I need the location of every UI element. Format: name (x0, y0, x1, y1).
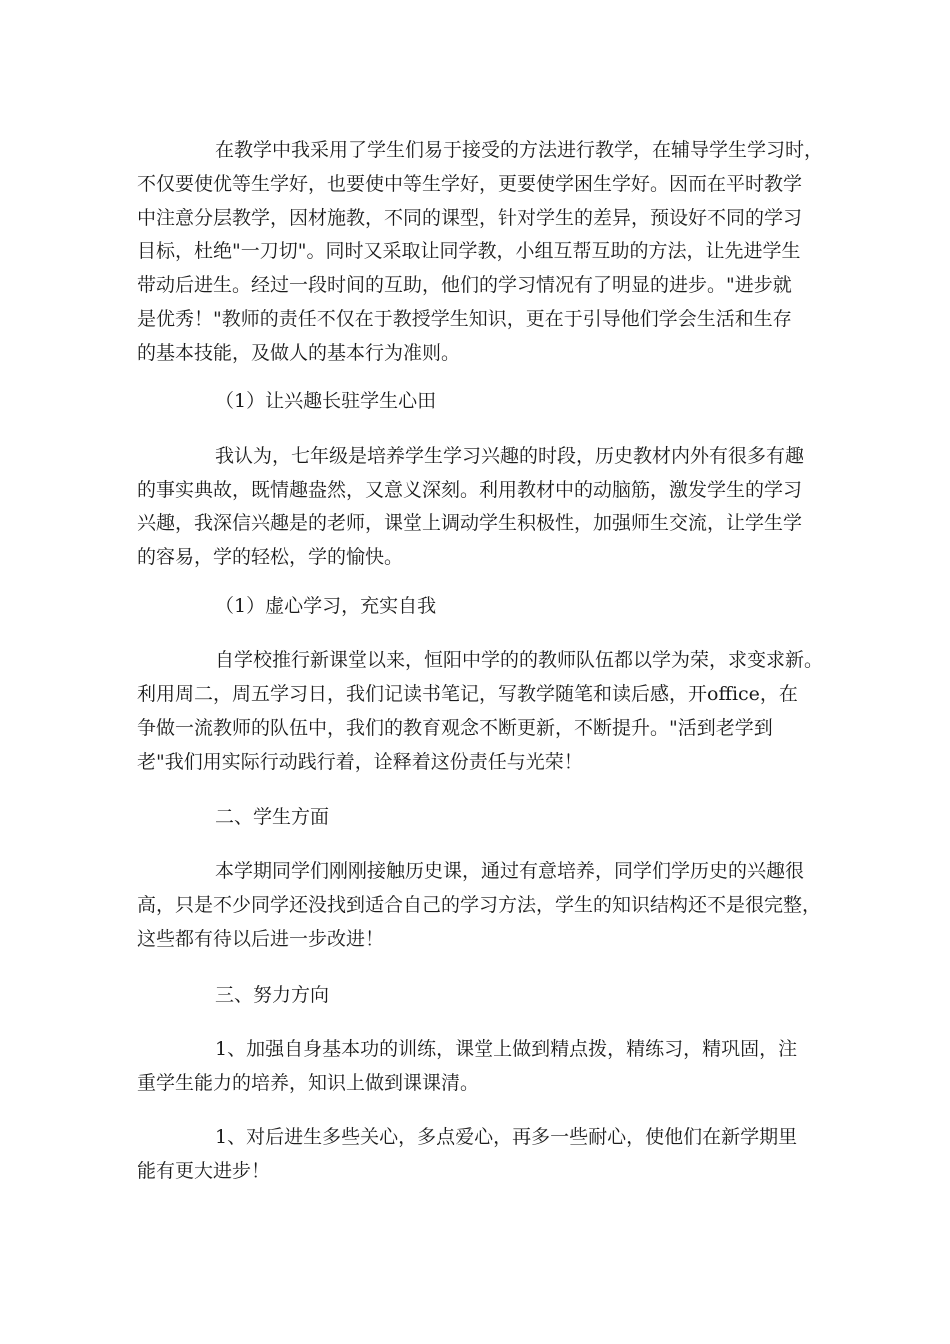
paragraph-line: 利用周二，周五学习日，我们记读书笔记，写教学随笔和读后感，开office，在 (137, 683, 798, 705)
paragraph-line: 是优秀！"教师的责任不仅在于教授学生知识，更在于引导他们学会生活和生存 (137, 308, 792, 330)
section-heading: 二、学生方面 (215, 806, 330, 828)
paragraph-line: 不仅要使优等生学好，也要使中等生学好，更要使学困生学好。因而在平时教学 (137, 173, 803, 195)
section-heading: （1）让兴趣长驻学生心田 (215, 390, 437, 412)
section-heading: （1）虚心学习，充实自我 (215, 595, 437, 617)
paragraph-line: 这些都有待以后进一步改进！ (137, 928, 385, 950)
paragraph-line: 的容易，学的轻松，学的愉快。 (137, 546, 404, 568)
paragraph-line: 自学校推行新课堂以来，恒阳中学的的教师队伍都以学为荣，求变求新。 (215, 649, 824, 671)
paragraph-line: 1、对后进生多些关心，多点爱心，再多一些耐心，使他们在新学期里 (215, 1126, 798, 1148)
paragraph-line: 在教学中我采用了学生们易于接受的方法进行教学，在辅导学生学习时， (215, 139, 824, 161)
paragraph-line: 能有更大进步！ (137, 1160, 271, 1182)
paragraph-line: 我认为，七年级是培养学生学习兴趣的时段，历史教材内外有很多有趣 (215, 445, 805, 467)
paragraph-line: 高，只是不少同学还没找到适合自己的学习方法，学生的知识结构还不是很完整， (137, 894, 822, 916)
paragraph-line: 带动后进生。经过一段时间的互助，他们的学习情况有了明显的进步。"进步就 (137, 274, 792, 296)
paragraph-line: 的事实典故，既情趣盎然，又意义深刻。利用教材中的动脑筋，激发学生的学习 (137, 479, 803, 501)
paragraph-line: 本学期同学们刚刚接触历史课，通过有意培养，同学们学历史的兴趣很 (215, 860, 805, 882)
paragraph-line: 的基本技能，及做人的基本行为准则。 (137, 342, 461, 364)
paragraph-line: 中注意分层教学，因材施教，不同的课型，针对学生的差异，预设好不同的学习 (137, 207, 803, 229)
paragraph-line: 1、加强自身基本功的训练，课堂上做到精点拨，精练习，精巩固，注 (215, 1038, 798, 1060)
section-heading: 三、努力方向 (215, 984, 330, 1006)
paragraph-line: 兴趣，我深信兴趣是的老师，课堂上调动学生积极性，加强师生交流，让学生学 (137, 512, 803, 534)
paragraph-line: 老"我们用实际行动践行着，诠释着这份责任与光荣！ (137, 751, 583, 773)
paragraph-line: 目标，杜绝"一刀切"。同时又采取让同学教，小组互帮互助的方法，让先进学生 (137, 240, 801, 262)
paragraph-line: 争做一流教师的队伍中，我们的教育观念不断更新，不断提升。"活到老学到 (137, 717, 773, 739)
paragraph-line: 重学生能力的培养，知识上做到课课清。 (137, 1072, 480, 1094)
